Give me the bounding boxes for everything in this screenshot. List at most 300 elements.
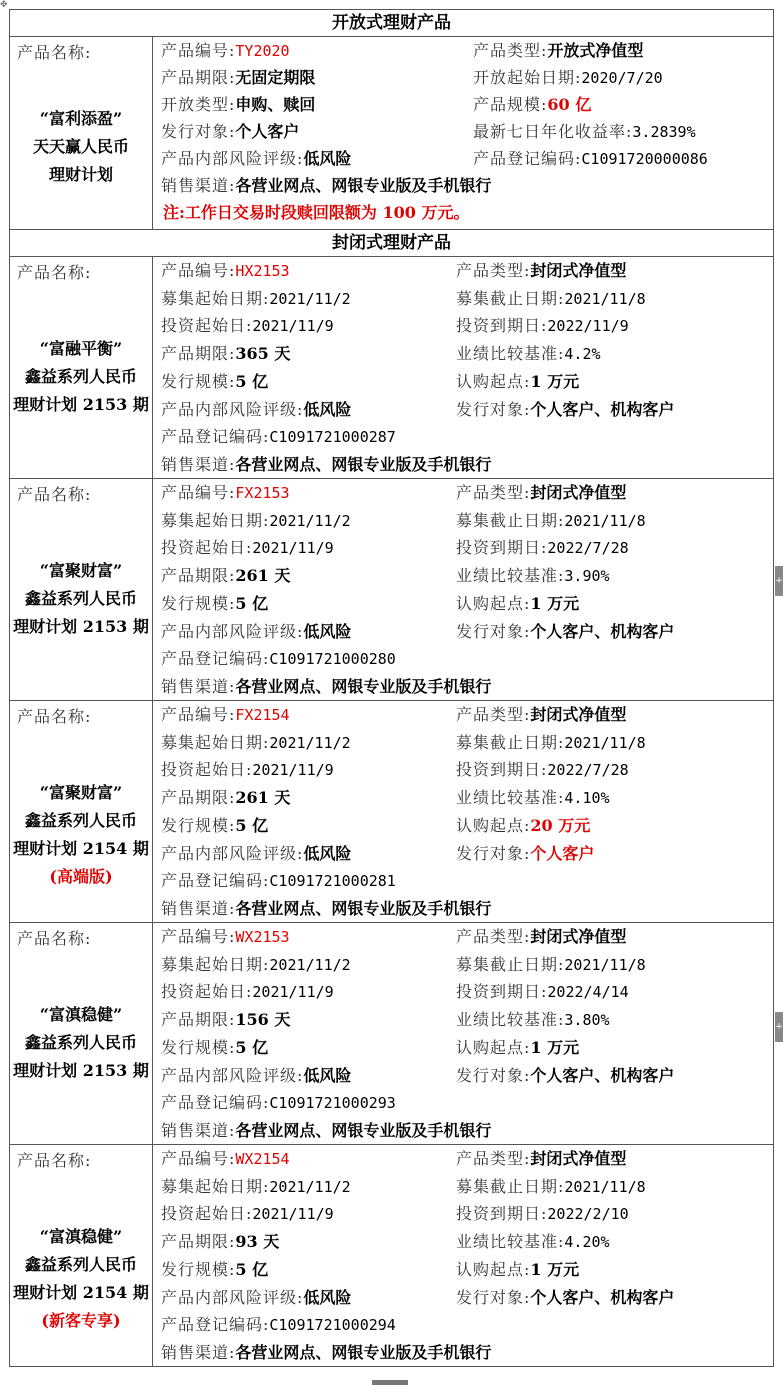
- product-term-value: 365 天: [235, 344, 291, 364]
- product-code-label: 产品编号:: [161, 261, 236, 280]
- min-amount-line: [456, 590, 579, 618]
- product-code-value: FX2154: [235, 706, 290, 724]
- invest-end-value: 2022/11/9: [547, 317, 629, 336]
- product-type-value: 封闭式净值型: [530, 705, 627, 724]
- product-name-line: 理财计划 2153 期: [13, 1061, 149, 1080]
- open-section-header-row: [10, 10, 774, 37]
- target-clients-label: 发行对象:: [456, 1065, 531, 1085]
- closed-product-name-cell: [10, 257, 153, 479]
- raise-start-line: [161, 1173, 351, 1201]
- raise-end-value: 2021/11/8: [564, 955, 646, 974]
- raise-end-line: [456, 507, 646, 535]
- invest-end-value: 2022/7/28: [547, 761, 629, 780]
- min-amount-value: 20 万元: [530, 815, 591, 835]
- product-name-line: 理财计划 2154 期: [13, 1283, 149, 1302]
- product-code-line: [161, 701, 290, 729]
- open-field-value: 申购、赎回: [235, 95, 316, 114]
- product-name-label: 产品名称:: [17, 1151, 92, 1170]
- product-name-label: 产品名称:: [17, 43, 92, 62]
- registration-code-label: 产品登记编码:: [161, 1093, 270, 1113]
- raise-end-value: 2021/11/8: [564, 1177, 646, 1196]
- closed-product-row: [10, 923, 774, 1145]
- closed-product-name: [10, 557, 152, 641]
- raise-end-line: [456, 951, 646, 979]
- min-amount-line: [456, 812, 590, 840]
- closed-product-name: [10, 1001, 152, 1085]
- sales-channel-label: 销售渠道:: [161, 176, 236, 195]
- open-field-label: 产品内部风险评级:: [161, 149, 304, 168]
- issue-scale-value: 5 亿: [235, 371, 269, 391]
- registration-code-value: C1091721000293: [269, 1094, 396, 1113]
- open-field-label: 产品规模:: [473, 95, 548, 114]
- registration-code-value: C1091721000280: [269, 650, 396, 669]
- product-term-label: 产品期限:: [161, 788, 236, 808]
- issue-scale-line: [161, 590, 268, 618]
- product-code-value: WX2153: [235, 928, 290, 946]
- raise-start-line: [161, 507, 351, 535]
- min-amount-value: 1 万元: [530, 593, 580, 613]
- product-term-value: 261 天: [235, 566, 291, 586]
- open-field-value: 个人客户: [235, 122, 300, 141]
- closed-product-name: [10, 1223, 152, 1335]
- product-term-value: 93 天: [235, 1232, 280, 1252]
- closed-product-name-cell: [10, 1145, 153, 1367]
- closed-product-name-cell: [10, 923, 153, 1145]
- invest-start-value: 2021/11/9: [252, 317, 334, 336]
- raise-start-label: 募集起始日期:: [161, 288, 270, 308]
- registration-code-label: 产品登记编码:: [161, 871, 270, 891]
- raise-start-value: 2021/11/2: [269, 289, 351, 308]
- raise-start-value: 2021/11/2: [269, 955, 351, 974]
- open-field-line: [473, 37, 643, 65]
- benchmark-line: [456, 340, 601, 368]
- risk-rating-value: 低风险: [303, 843, 352, 863]
- raise-start-label: 募集起始日期:: [161, 954, 270, 974]
- product-name-line: “富利添盈”: [39, 109, 123, 128]
- product-term-value: 156 天: [235, 1010, 291, 1030]
- issue-scale-line: [161, 812, 268, 840]
- registration-code-label: 产品登记编码:: [161, 649, 270, 669]
- invest-end-label: 投资到期日:: [456, 316, 548, 336]
- sales-channel-line: [161, 895, 491, 923]
- sales-channel-line: [161, 673, 491, 701]
- product-code-label: 产品编号:: [161, 705, 236, 724]
- invest-end-label: 投资到期日:: [456, 538, 548, 558]
- min-amount-label: 认购起点:: [456, 371, 531, 391]
- closed-product-row: [10, 701, 774, 923]
- raise-start-value: 2021/11/2: [269, 733, 351, 752]
- benchmark-line: [456, 1228, 610, 1256]
- sales-channel-line: [161, 1339, 491, 1367]
- product-document: [9, 9, 773, 1367]
- product-name-line: 鑫益系列人民币: [24, 1255, 137, 1274]
- product-type-line: [456, 923, 626, 951]
- issue-scale-value: 5 亿: [235, 1259, 269, 1279]
- invest-end-line: [456, 1200, 629, 1228]
- product-code-label: 产品编号:: [161, 1149, 236, 1168]
- raise-end-value: 2021/11/8: [564, 289, 646, 308]
- min-amount-value: 1 万元: [530, 1259, 580, 1279]
- target-clients-line: [456, 1062, 674, 1090]
- product-table: [9, 9, 774, 1367]
- product-term-line: [161, 1228, 279, 1256]
- product-name-line: 理财计划: [48, 165, 113, 184]
- product-term-label: 产品期限:: [161, 1010, 236, 1030]
- product-name-line: 理财计划 2154 期: [13, 839, 149, 858]
- sales-channel-value: 各营业网点、网银专业版及手机银行: [235, 1120, 492, 1140]
- closed-product-row: [10, 257, 774, 479]
- invest-start-label: 投资起始日:: [161, 538, 253, 558]
- min-amount-value: 1 万元: [530, 1037, 580, 1057]
- open-field-line: [161, 118, 299, 146]
- benchmark-value: 4.2%: [564, 345, 601, 364]
- issue-scale-value: 5 亿: [235, 1037, 269, 1057]
- open-field-label: 产品编号:: [161, 41, 236, 60]
- registration-code-line: [161, 1089, 396, 1117]
- issue-scale-value: 5 亿: [235, 593, 269, 613]
- product-name-line: “富聚财富”: [39, 783, 123, 802]
- open-product-name: [10, 105, 152, 189]
- closed-product-info-cell: [153, 923, 774, 1145]
- registration-code-value: C1091721000281: [269, 872, 396, 891]
- product-type-value: 封闭式净值型: [530, 1149, 627, 1168]
- product-code-line: [161, 257, 290, 285]
- benchmark-label: 业绩比较基准:: [456, 1010, 565, 1030]
- min-amount-label: 认购起点:: [456, 593, 531, 613]
- risk-rating-label: 产品内部风险评级:: [161, 843, 304, 863]
- product-type-label: 产品类型:: [456, 927, 531, 946]
- open-field-line: [473, 118, 696, 146]
- benchmark-line: [456, 1006, 610, 1034]
- invest-end-value: 2022/2/10: [547, 1205, 629, 1224]
- raise-end-label: 募集截止日期:: [456, 510, 565, 530]
- product-edition-tag: (新客专享): [41, 1311, 121, 1330]
- sales-channel-line: [161, 1117, 491, 1145]
- redemption-limit-note: 注:工作日交易时段赎回限额为 100 万元。: [163, 203, 470, 222]
- registration-code-label: 产品登记编码:: [161, 1315, 270, 1335]
- benchmark-label: 业绩比较基准:: [456, 566, 565, 586]
- open-field-line: [161, 64, 315, 92]
- risk-rating-value: 低风险: [303, 621, 352, 641]
- invest-end-line: [456, 534, 629, 562]
- open-field-value: 2020/7/20: [581, 69, 663, 87]
- raise-start-value: 2021/11/2: [269, 511, 351, 530]
- min-amount-label: 认购起点:: [456, 1259, 531, 1279]
- bottom-scroll-handle[interactable]: [372, 1380, 408, 1385]
- min-amount-label: 认购起点:: [456, 815, 531, 835]
- product-term-value: 261 天: [235, 788, 291, 808]
- risk-rating-label: 产品内部风险评级:: [161, 1287, 304, 1307]
- risk-rating-label: 产品内部风险评级:: [161, 399, 304, 419]
- registration-code-line: [161, 645, 396, 673]
- product-edition-tag: (高端版): [49, 867, 113, 886]
- product-type-line: [456, 257, 626, 285]
- raise-end-label: 募集截止日期:: [456, 1176, 565, 1196]
- issue-scale-label: 发行规模:: [161, 371, 236, 391]
- invest-end-line: [456, 312, 629, 340]
- product-name-line: “富滇稳健”: [39, 1227, 123, 1246]
- product-type-line: [456, 701, 626, 729]
- product-name-label: 产品名称:: [17, 485, 92, 504]
- product-code-line: [161, 1145, 290, 1173]
- invest-end-label: 投资到期日:: [456, 982, 548, 1002]
- closed-product-row: [10, 479, 774, 701]
- open-field-value: C1091720000086: [581, 150, 708, 168]
- open-field-value: 60 亿: [547, 95, 592, 114]
- open-field-line: [473, 64, 663, 92]
- product-code-line: [161, 923, 290, 951]
- benchmark-value: 4.20%: [564, 1233, 610, 1252]
- target-clients-value: 个人客户、机构客户: [530, 621, 675, 641]
- sales-channel-line: [161, 451, 491, 479]
- target-clients-value: 个人客户、机构客户: [530, 1287, 675, 1307]
- sales-channel-value: 各营业网点、网银专业版及手机银行: [235, 176, 492, 195]
- raise-end-line: [456, 1173, 646, 1201]
- issue-scale-label: 发行规模:: [161, 1037, 236, 1057]
- raise-start-line: [161, 729, 351, 757]
- target-clients-value: 个人客户: [530, 843, 595, 863]
- target-clients-line: [456, 618, 674, 646]
- product-type-line: [456, 479, 626, 507]
- open-field-label: 开放起始日期:: [473, 68, 582, 87]
- sales-channel-label: 销售渠道:: [161, 454, 236, 474]
- target-clients-line: [456, 396, 674, 424]
- closed-product-info-cell: [153, 701, 774, 923]
- raise-end-value: 2021/11/8: [564, 511, 646, 530]
- target-clients-line: [456, 1284, 674, 1312]
- open-field-label: 最新七日年化收益率:: [473, 122, 633, 141]
- invest-start-value: 2021/11/9: [252, 761, 334, 780]
- product-term-line: [161, 562, 290, 590]
- product-type-line: [456, 1145, 626, 1173]
- closed-product-name: [10, 335, 152, 419]
- product-code-line: [161, 479, 290, 507]
- registration-code-line: [161, 423, 396, 451]
- issue-scale-label: 发行规模:: [161, 593, 236, 613]
- raise-start-label: 募集起始日期:: [161, 732, 270, 752]
- issue-scale-line: [161, 1034, 268, 1062]
- open-field-label: 产品期限:: [161, 68, 236, 87]
- min-amount-line: [456, 1034, 579, 1062]
- open-field-value: 3.2839%: [632, 123, 696, 141]
- invest-end-value: 2022/7/28: [547, 539, 629, 558]
- issue-scale-label: 发行规模:: [161, 1259, 236, 1279]
- risk-rating-line: [161, 396, 351, 424]
- registration-code-label: 产品登记编码:: [161, 427, 270, 447]
- product-name-label: 产品名称:: [17, 263, 92, 282]
- product-name-line: 鑫益系列人民币: [24, 367, 137, 386]
- product-term-line: [161, 340, 290, 368]
- open-field-label: 产品登记编码:: [473, 149, 582, 168]
- product-term-label: 产品期限:: [161, 344, 236, 364]
- product-type-label: 产品类型:: [456, 261, 531, 280]
- min-amount-line: [456, 368, 579, 396]
- invest-start-value: 2021/11/9: [252, 1205, 334, 1224]
- benchmark-label: 业绩比较基准:: [456, 788, 565, 808]
- open-product-row: [10, 37, 774, 230]
- invest-start-label: 投资起始日:: [161, 760, 253, 780]
- min-amount-line: [456, 1256, 579, 1284]
- side-scroll-handle[interactable]: +: [775, 1012, 783, 1042]
- open-field-value: 无固定期限: [235, 68, 316, 87]
- invest-start-line: [161, 534, 334, 562]
- sales-channel-line: [161, 172, 491, 200]
- sales-channel-value: 各营业网点、网银专业版及手机银行: [235, 676, 492, 696]
- product-code-label: 产品编号:: [161, 483, 236, 502]
- product-type-label: 产品类型:: [456, 705, 531, 724]
- invest-end-value: 2022/4/14: [547, 983, 629, 1002]
- closed-section-header-row: [10, 230, 774, 257]
- raise-end-label: 募集截止日期:: [456, 954, 565, 974]
- open-product-info-cell: [153, 37, 774, 230]
- product-name-label: 产品名称:: [17, 707, 92, 726]
- product-term-line: [161, 1006, 290, 1034]
- target-clients-label: 发行对象:: [456, 1287, 531, 1307]
- benchmark-line: [456, 562, 610, 590]
- sales-channel-value: 各营业网点、网银专业版及手机银行: [235, 898, 492, 918]
- risk-rating-label: 产品内部风险评级:: [161, 621, 304, 641]
- open-field-line: [473, 91, 591, 119]
- open-field-value: 开放式净值型: [547, 41, 644, 60]
- raise-start-label: 募集起始日期:: [161, 1176, 270, 1196]
- raise-start-line: [161, 285, 351, 313]
- raise-end-line: [456, 285, 646, 313]
- raise-end-value: 2021/11/8: [564, 733, 646, 752]
- benchmark-line: [456, 784, 610, 812]
- target-clients-line: [456, 840, 594, 868]
- product-code-value: HX2153: [235, 262, 290, 280]
- risk-rating-value: 低风险: [303, 399, 352, 419]
- issue-scale-line: [161, 368, 268, 396]
- closed-product-info-cell: [153, 257, 774, 479]
- benchmark-label: 业绩比较基准:: [456, 1232, 565, 1252]
- raise-start-label: 募集起始日期:: [161, 510, 270, 530]
- open-product-name-cell: [10, 37, 153, 230]
- product-term-label: 产品期限:: [161, 566, 236, 586]
- risk-rating-value: 低风险: [303, 1065, 352, 1085]
- product-type-value: 封闭式净值型: [530, 483, 627, 502]
- registration-code-line: [161, 867, 396, 895]
- benchmark-label: 业绩比较基准:: [456, 344, 565, 364]
- open-field-line: [473, 145, 708, 173]
- min-amount-value: 1 万元: [530, 371, 580, 391]
- product-name-line: 鑫益系列人民币: [24, 589, 137, 608]
- raise-end-label: 募集截止日期:: [456, 732, 565, 752]
- closed-product-row: [10, 1145, 774, 1367]
- open-field-label: 发行对象:: [161, 122, 236, 141]
- product-name-label: 产品名称:: [17, 929, 92, 948]
- invest-end-label: 投资到期日:: [456, 1204, 548, 1224]
- sales-channel-value: 各营业网点、网银专业版及手机银行: [235, 454, 492, 474]
- invest-start-value: 2021/11/9: [252, 983, 334, 1002]
- invest-end-line: [456, 978, 629, 1006]
- product-code-value: WX2154: [235, 1150, 290, 1168]
- registration-code-value: C1091721000287: [269, 428, 396, 447]
- risk-rating-value: 低风险: [303, 1287, 352, 1307]
- risk-rating-line: [161, 618, 351, 646]
- raise-end-line: [456, 729, 646, 757]
- product-name-line: 天天赢人民币: [32, 137, 129, 156]
- target-clients-label: 发行对象:: [456, 621, 531, 641]
- closed-section-title: 封闭式理财产品: [10, 230, 774, 257]
- product-name-line: “富融平衡”: [39, 339, 123, 358]
- benchmark-value: 4.10%: [564, 789, 610, 808]
- product-name-line: 理财计划 2153 期: [13, 617, 149, 636]
- raise-start-line: [161, 951, 351, 979]
- invest-start-line: [161, 312, 334, 340]
- product-name-line: 鑫益系列人民币: [24, 811, 137, 830]
- invest-start-label: 投资起始日:: [161, 316, 253, 336]
- closed-product-name-cell: [10, 701, 153, 923]
- risk-rating-label: 产品内部风险评级:: [161, 1065, 304, 1085]
- product-name-line: 鑫益系列人民币: [24, 1033, 137, 1052]
- issue-scale-label: 发行规模:: [161, 815, 236, 835]
- sales-channel-label: 销售渠道:: [161, 898, 236, 918]
- registration-code-value: C1091721000294: [269, 1316, 396, 1335]
- risk-rating-line: [161, 1284, 351, 1312]
- product-type-value: 封闭式净值型: [530, 927, 627, 946]
- sales-channel-label: 销售渠道:: [161, 1342, 236, 1362]
- open-field-label: 开放类型:: [161, 95, 236, 114]
- target-clients-value: 个人客户、机构客户: [530, 1065, 675, 1085]
- closed-product-name: [10, 779, 152, 891]
- product-name-line: 理财计划 2153 期: [13, 395, 149, 414]
- product-term-line: [161, 784, 290, 812]
- min-amount-label: 认购起点:: [456, 1037, 531, 1057]
- benchmark-value: 3.90%: [564, 567, 610, 586]
- open-field-line: [161, 145, 351, 173]
- product-code-label: 产品编号:: [161, 927, 236, 946]
- open-field-line: [161, 91, 315, 119]
- invest-start-line: [161, 978, 334, 1006]
- product-type-value: 封闭式净值型: [530, 261, 627, 280]
- open-section-title: 开放式理财产品: [10, 10, 774, 37]
- sales-channel-label: 销售渠道:: [161, 1120, 236, 1140]
- product-name-line: “富滇稳健”: [39, 1005, 123, 1024]
- sales-channel-label: 销售渠道:: [161, 676, 236, 696]
- invest-start-label: 投资起始日:: [161, 1204, 253, 1224]
- invest-start-line: [161, 1200, 334, 1228]
- open-field-line: [161, 37, 290, 65]
- risk-rating-line: [161, 840, 351, 868]
- product-code-value: FX2153: [235, 484, 290, 502]
- issue-scale-line: [161, 1256, 268, 1284]
- product-name-line: “富聚财富”: [39, 561, 123, 580]
- open-field-label: 产品类型:: [473, 41, 548, 60]
- target-clients-label: 发行对象:: [456, 399, 531, 419]
- raise-end-label: 募集截止日期:: [456, 288, 565, 308]
- side-scroll-handle[interactable]: +: [775, 566, 783, 596]
- invest-start-label: 投资起始日:: [161, 982, 253, 1002]
- issue-scale-value: 5 亿: [235, 815, 269, 835]
- risk-rating-line: [161, 1062, 351, 1090]
- sales-channel-value: 各营业网点、网银专业版及手机银行: [235, 1342, 492, 1362]
- move-handle-icon[interactable]: ✥: [0, 0, 8, 10]
- closed-product-name-cell: [10, 479, 153, 701]
- invest-start-value: 2021/11/9: [252, 539, 334, 558]
- product-type-label: 产品类型:: [456, 483, 531, 502]
- product-type-label: 产品类型:: [456, 1149, 531, 1168]
- invest-end-label: 投资到期日:: [456, 760, 548, 780]
- product-term-label: 产品期限:: [161, 1232, 236, 1252]
- target-clients-value: 个人客户、机构客户: [530, 399, 675, 419]
- open-field-value: 低风险: [303, 149, 352, 168]
- registration-code-line: [161, 1311, 396, 1339]
- target-clients-label: 发行对象:: [456, 843, 531, 863]
- open-field-value: TY2020: [235, 42, 290, 60]
- closed-product-info-cell: [153, 479, 774, 701]
- closed-product-info-cell: [153, 1145, 774, 1367]
